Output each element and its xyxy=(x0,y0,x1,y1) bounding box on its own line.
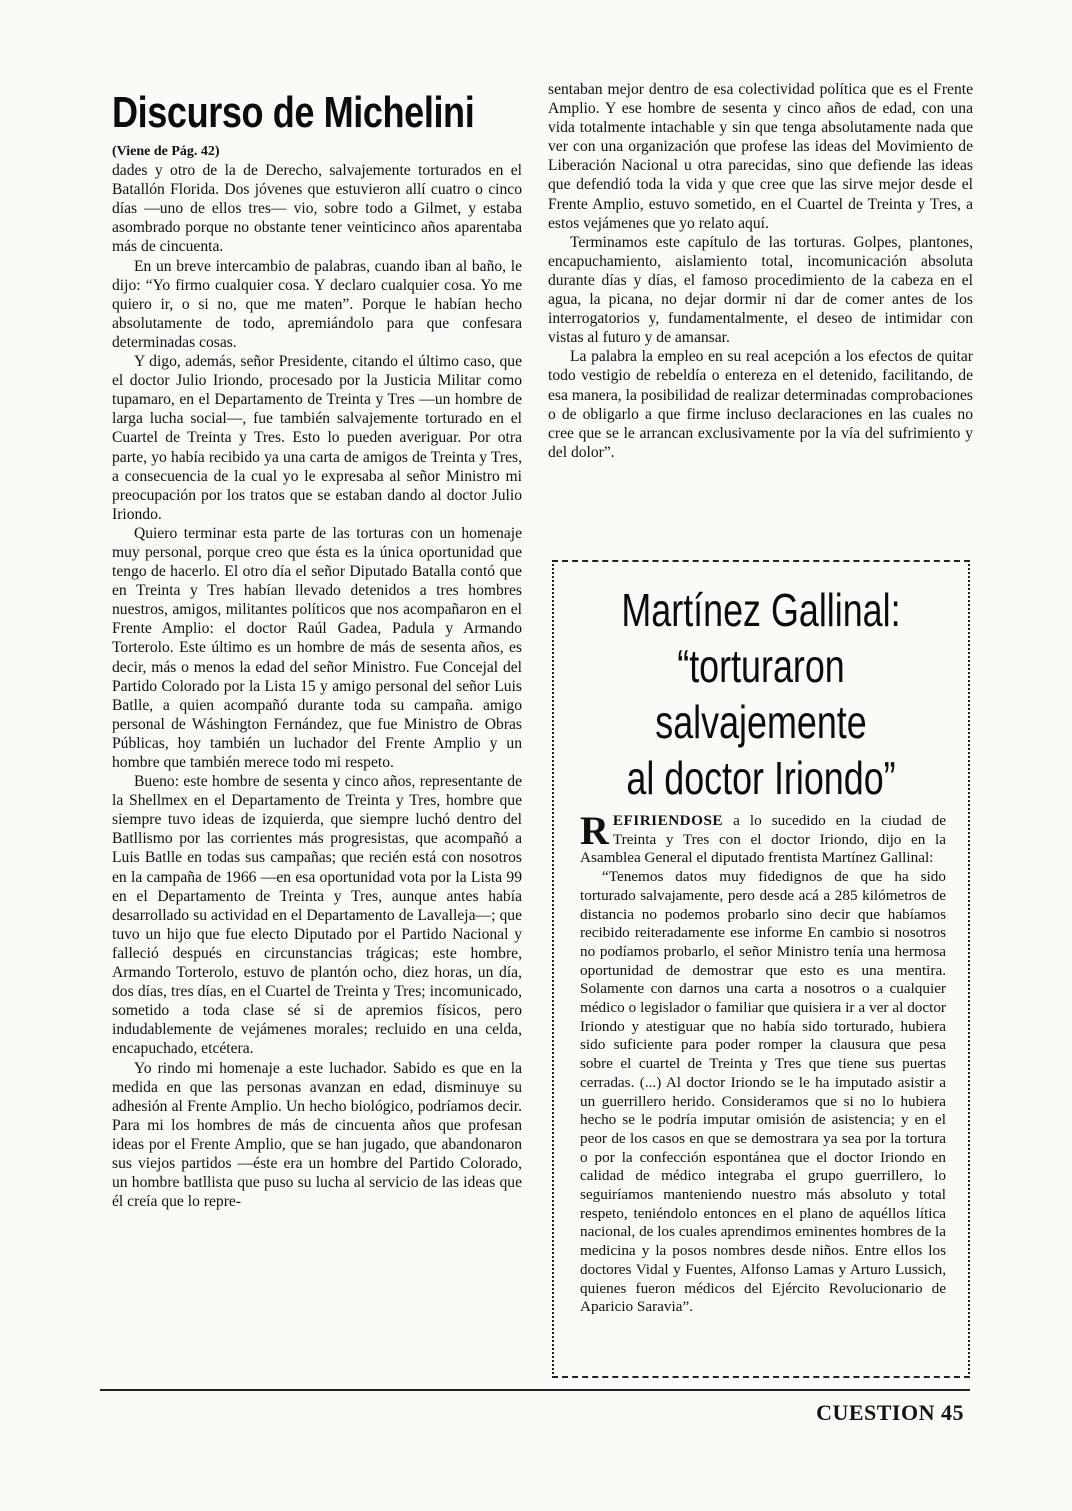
boxed-title-line: “torturaron salvajemente xyxy=(655,640,867,748)
drop-cap: R xyxy=(580,808,609,853)
boxed-lead xyxy=(580,808,946,868)
paragraph: Quiero terminar esta parte de las torturas con un homenaje muy personal, porque creo que ésta es la única oportunidad que tengo de hacerlo. El otro día el señor Diputado Batalla contó que en Treinta y Tres habían llevado detenidos a tres hombres nuestros, amigos, militantes políticos que nos acompañaron en el Frente Amplio: el doctor Raúl Gadea, Padula y Armando Torterolo. Este último es un hombre de más de sesenta años, es decir, más o menos la edad del señor Ministro. Fue Concejal del Partido Colorado por la Lista 15 y amigo personal del señor Luis Batlle, a quien acompañó durante toda su campaña. amigo personal de Wáshington Fernández, que fue Ministro de Obras Públicas, hoy también un luchador del Frente Amplio y un hombre que también merece todo mi respeto. xyxy=(112,524,522,771)
paragraph: Terminamos este capítulo de las torturas. Golpes, plantones, encapuchamiento, aislamiento total, incomunicación absoluta durante días y días, el famoso procedimiento de la cabeza en el agua, la picana, no dejar dormir ni dar de comer antes de los interrogatorios y, fundamentalmente, el deseo de intimidar con vistas al futuro y de amansar. xyxy=(548,233,973,347)
boxed-title-line: Martínez Gallinal: xyxy=(621,584,901,636)
boxed-title-line: al doctor Iriondo” xyxy=(626,752,896,804)
paragraph: Bueno: este hombre de sesenta y cinco años, representante de la Shellmex en el Departamento de Treinta y Tres, hombre que siempre tuvo ideas de izquierda, que siempre luchó dentro del Batllismo por las corrientes más progresistas, que acompañó a Luis Batlle en todas sus campañas; que recién está con nosotros en la campaña de 1966 —en esa oportunidad vota por la Lista 99 en el Departamento de Treinta y Tres, aunque antes había desarrollado su actividad en el Departamento de Lavalleja—; que tuvo un hijo que fue electo Diputado por el Partido Nacional y falleció después en circunstancias trágicas; este hombre, Armando Torterolo, estuvo de plantón ocho, diez horas, un día, dos días, tres días, en el Cuartel de Treinta y Tres; incomunicado, sometido a toda clase sé si de apremios físicos, pero indudablemente de vejámenes morales; recluido en una celda, encapuchado, etcétera. xyxy=(112,773,522,1058)
page-footer: CUESTION 45 xyxy=(816,1400,964,1425)
article-headline: Discurso de Michelini xyxy=(112,88,475,137)
left-column xyxy=(112,88,522,1211)
continued-note: (Viene de Pág. 42) xyxy=(112,144,220,159)
paragraph: Y digo, además, señor Presidente, citando el último caso, que el doctor Julio Iriondo, procesado por la Justicia Militar como tupamaro, en el Departamento de Treinta y Tres —un hombre de larga lucha social—, fue también salvajemente torturado en el Cuartel de Treinta y Tres. Esto lo pueden averiguar. Por otra parte, yo había recibido ya una carta de amigos de Treinta y Tres, a consecuencia de la cual yo le expresaba al señor Ministro mi preocupación por los tratos que se estaban dando al doctor Julio Iriondo. xyxy=(112,353,522,523)
lead-caps: EFIRIENDOSE xyxy=(612,812,724,829)
boxed-quote: “Tenemos datos muy fidedignos de que ha sido torturado salvajamente, pero desde acá a 285 kilómetros de distancia no podemos probarlo sino decir que habíamos recibido reiteradamente ese informe En cambio si nosotros no podíamos probarlo, el señor Ministro tenía una hermosa oportunidad de demostrar que esto es una mentira. Solamente con darnos una carta a nosotros o a cualquier médico o legislador o familiar que quisiera ir a ver al doctor Iriondo y atestiguar que no había sido torturado, hubiera sido suficiente para poder romper la clausura que pesa sobre el cuartel de Treinta y Tres que tiene sus puertas cerradas. (...) Al doctor Iriondo se le ha imputado asistir a un guerrillero herido. Consideramos que si no lo hubiera hecho se le podría imputar omisión de asistencia; y en el peor de los casos en que se demostrara ya sea por la tortura o por la confección espontánea que el doctor Iriondo en calidad de médico integraba el grupo guerrillero, lo seguiríamos manteniendo nuestro más absoluto y total respeto, teniéndolo entonces en el plano de aquéllos lítica nacional, de los cuales aprendimos eminentes hombres de la medicina y la posos nombres desde niños. Entre ellos los doctores Vidal y Fuentes, Alfonso Lamas y Arturo Lussich, quienes fueron médicos del Ejército Revolucionario de Aparicio Saravia”. xyxy=(580,868,946,1316)
boxed-body xyxy=(554,808,968,1317)
bottom-rule xyxy=(100,1389,970,1391)
right-column xyxy=(548,80,973,462)
paragraph: En un breve intercambio de palabras, cuando iban al baño, le dijo: “Yo firmo cualquier cosa. Y declaro cualquier cosa. Yo me quiero ir, o si no, que me maten”. Porque le habían hecho absolutamente de todo, apremiándolo para que confesara determinadas cosas. xyxy=(112,257,522,351)
boxed-story xyxy=(552,560,970,1378)
boxed-title xyxy=(568,582,953,806)
paragraph: Yo rindo mi homenaje a este luchador. Sabido es que en la medida en que las personas avanzan en edad, disminuye su adhesión al Frente Amplio. Un hecho biológico, podríamos decir. Para mi los hombres de más de cincuenta años que profesan ideas por el Frente Amplio, que se han jugado, que abandonaron sus viejos partidos —éste era un hombre del Partido Colorado, un hombre batllista que puso su lucha al servicio de las ideas que él creía que lo repre- xyxy=(112,1059,522,1211)
paragraph: sentaban mejor dentro de esa colectividad política que es el Frente Amplio. Y ese hombre de sesenta y cinco años de edad, con una vida totalmente intachable y sin que tenga absolutamente nada que ver con una organización que profese las ideas del Movimiento de Liberación Nacional u otra parecidas, sino que defiende las ideas que defendió toda la vida y que cree que las sirve mejor desde el Frente Amplio, estuvo sometido, en el Cuartel de Treinta y Tres, a estos vejámenes que yo relato aquí. xyxy=(548,81,973,232)
paragraph: La palabra la empleo en su real acepción a los efectos de quitar todo vestigio de rebeldía o entereza en el detenido, facilitando, de esa manera, la posibilidad de realizar determinadas comprobaciones o de obligarlo a que firme incluso declaraciones en las cuales no cree que se le arrancan exclusivamente por la vía del sufrimiento y del dolor”. xyxy=(548,348,973,461)
paragraph: dades y otro de la de Derecho, salvajemente torturados en el Batallón Florida. Dos jóvenes que estuvieron allí cuatro o cinco días —uno de ellos tres— vio, sobre todo a Gilmet, y estaba asombrado porque no obstante tener veinticinco años aparentaba más de cincuenta. xyxy=(112,162,522,256)
lead-text: a lo sucedido en la ciudad de Treinta y Tres con el doctor Iriondo, dijo en la Asamblea General el diputado frentista Martínez Gallinal: xyxy=(580,812,946,867)
